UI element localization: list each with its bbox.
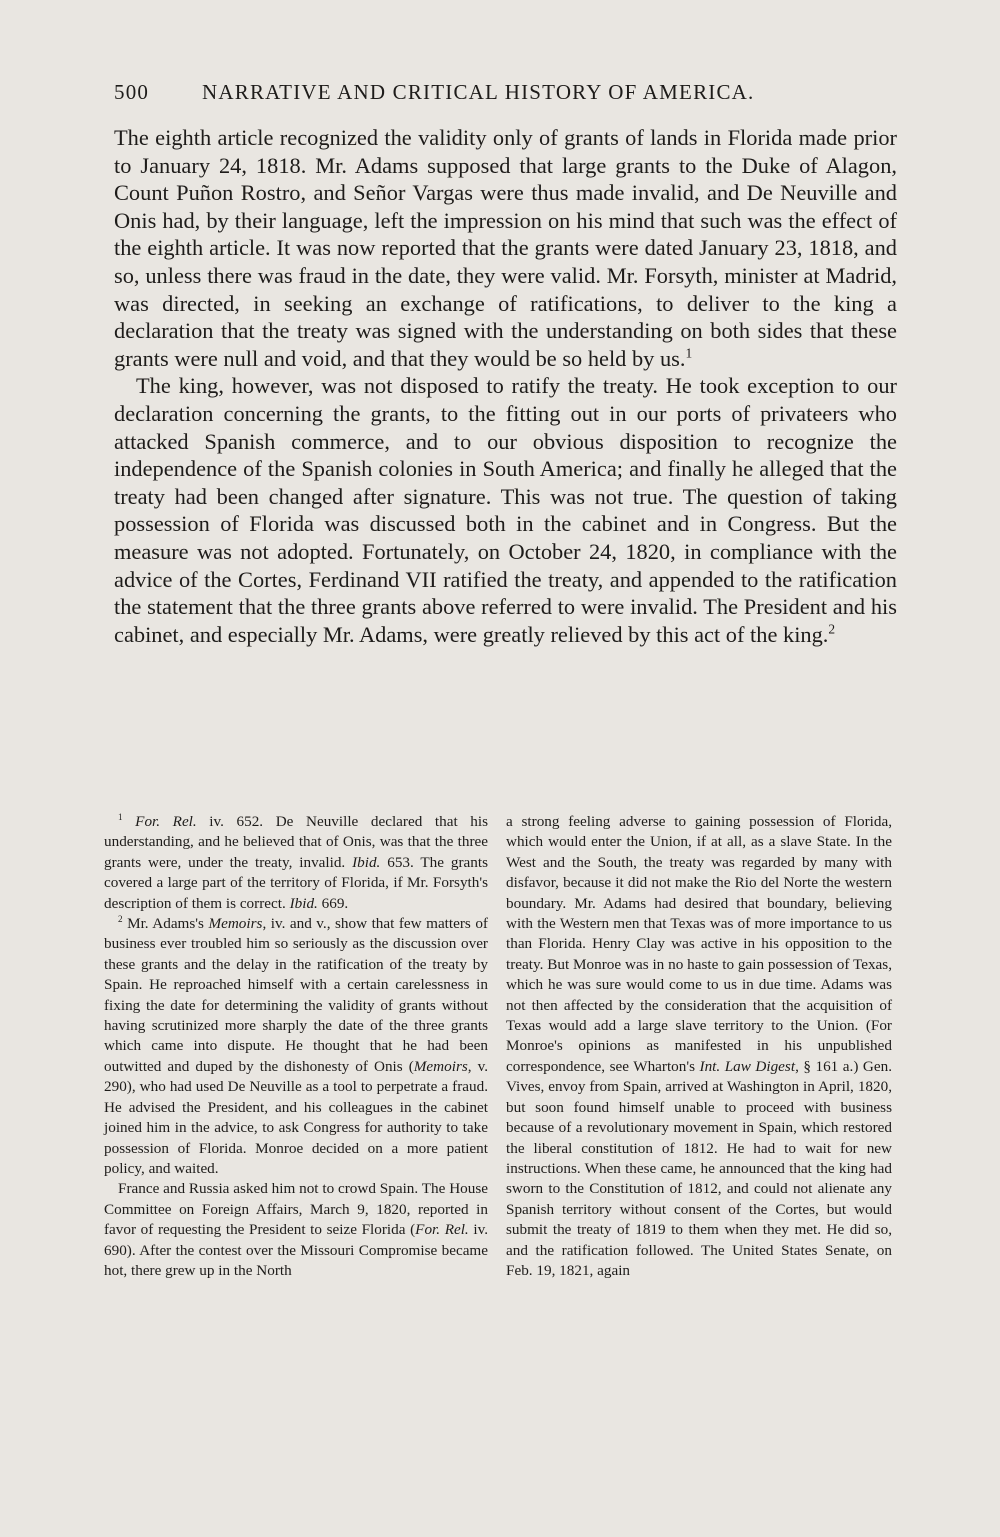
footnote-1-cite: Ibid. bbox=[352, 853, 381, 871]
footnote-1-cite: For. Rel. bbox=[135, 813, 197, 830]
footnote-ref-1: 1 bbox=[685, 345, 693, 361]
footnote-2-cite: Memoirs bbox=[208, 915, 263, 933]
footnote-1 bbox=[104, 812, 488, 914]
main-text bbox=[114, 124, 897, 648]
footnote-2-text: , iv. and v., show that few matters of business ever troubled him so seriously as the discussion over these grants and the delay in the ratification of the treaty by Spain. He reproached himself with a certain carelessness in fixing the date for determining the validity of grants without having scrutinized more sharply the date of the three grants which came into dispute. He thought that he had been outwitted and duped by the dishonesty of Onis ( bbox=[104, 915, 488, 1075]
footnote-2-continued bbox=[506, 812, 892, 1281]
footnote-2-text: , § 161 a.) Gen. Vives, envoy from Spain, arrived at Washington in April, 1820, but soon found himself unable to proceed with business because of a revolutionary movement in Spain, which restored the liberal constitution of 1812. He had to wait for new instructions. When these came, he announced that the king had sworn to the Constitution of 1812, and could not alienate any Spanish territory without consent of the Cortes, but would submit the treaty of 1819 to them when they met. He did so, and the ratification followed. The United States Senate, on Feb. 19, 1821, again bbox=[506, 1057, 892, 1279]
footnote-1-text: iv. 652. De Neuville declared that his understanding, and he believed that of Onis, was that the three grants were, under the treaty, invalid. bbox=[104, 813, 489, 871]
paragraph-1-text: The eighth article recognized the validity only of grants of lands in Florida made prior to January 24, 1818. Mr. Adams supposed that large grants to the Duke of Alagon, Count Puñon Rostro, and Señor Vargas were thus made invalid, and De Neuville and Onis had, by their language, left the impression on his mind that such was the effect of the eighth article. It was now reported that the grants were dated January 23, 1818, and so, unless there was fraud in the date, they were valid. Mr. Forsyth, minister at Madrid, was directed, in seeking an exchange of ratifications, to deliver to the king a declaration that the treaty was signed with the understanding on both sides that these grants were null and void, and that they would be so held by us. bbox=[114, 125, 897, 371]
footnote-1-text: 653. The grants covered a large part of the territory of Florida, if Mr. Forsyth's description of them is correct. bbox=[104, 853, 488, 912]
page-number: 500 bbox=[114, 80, 150, 104]
footnote-2-text: Mr. Adams's bbox=[122, 915, 209, 933]
footnote-2-cite: Memoirs bbox=[413, 1057, 468, 1075]
footnote-2-text: , v. 290), who had used De Neuville as a tool to perpetrate a fraud. He advised the President, and his colleagues in the cabinet joined him in the advice, to ask Congress for authority to take possession of Florida. Monroe decided on a more patient policy, and waited. bbox=[104, 1057, 488, 1177]
footnotes-left-column bbox=[104, 812, 488, 1281]
footnote-2-text: France and Russia asked him not to crowd Spain. The House Committee on Foreign Affairs, March 9, 1820, reported in favor of requesting the President to seize Florida ( bbox=[104, 1180, 488, 1239]
footnote-1-mark: 1 bbox=[118, 811, 123, 822]
footnote-2-paragraph-2 bbox=[104, 1179, 488, 1281]
running-title: NARRATIVE AND CRITICAL HISTORY OF AMERICA. bbox=[202, 80, 755, 104]
footnote-2-cite: Int. Law Digest bbox=[699, 1057, 796, 1075]
paragraph-2-text: The king, however, was not disposed to ratify the treaty. He took exception to our declaration concerning the grants, to the fitting out in our ports of privateers who attacked Spanish commerce, and to our obvious disposition to recognize the independence of the Spanish colonies in South America; and finally he alleged that the treaty had been changed after signature. This was not true. The question of taking possession of Florida was discussed both in the cabinet and in Congress. But the measure was not adopted. Fortunately, on October 24, 1820, in compliance with the advice of the Cortes, Ferdinand VII ratified the treaty, and appended to the ratification the statement that the three grants above referred to were invalid. The President and his cabinet, and especially Mr. Adams, were greatly relieved by this act of the king. bbox=[114, 373, 897, 647]
footnote-2-text: iv. 690). After the contest over the Missouri Compromise became hot, there grew up in the North bbox=[104, 1221, 488, 1279]
paragraph-2 bbox=[114, 372, 897, 648]
footnote-1-cite: Ibid. bbox=[289, 894, 318, 912]
running-header bbox=[114, 80, 814, 116]
paragraph-1 bbox=[114, 124, 897, 372]
footnote-2-mark: 2 bbox=[118, 913, 123, 924]
footnote-1-text: 669. bbox=[317, 894, 349, 912]
footnote-2 bbox=[104, 914, 488, 1179]
footnotes-right-column bbox=[506, 812, 892, 1281]
footnote-2-text: a strong feeling adverse to gaining possession of Florida, which would enter the Union, if at all, as a slave State. In the West and the South, the treaty was regarded by many with disfavor, because it did not make the Rio del Norte the western boundary. Mr. Adams had desired that boundary, believing with the Western men that Texas was of more importance to us than Florida. Henry Clay was active in his opposition to the treaty. But Monroe was in no haste to gain possession of Texas, which he was sure would come to us in due time. Adams was not then affected by the consideration that the acquisition of Texas would add a large slave territory to the Union. (For Monroe's opinions as manifested in his unpublished correspondence, see Wharton's bbox=[506, 813, 892, 1075]
footnote-ref-2: 2 bbox=[828, 621, 836, 637]
footnote-2-cite: For. Rel. bbox=[415, 1221, 469, 1239]
